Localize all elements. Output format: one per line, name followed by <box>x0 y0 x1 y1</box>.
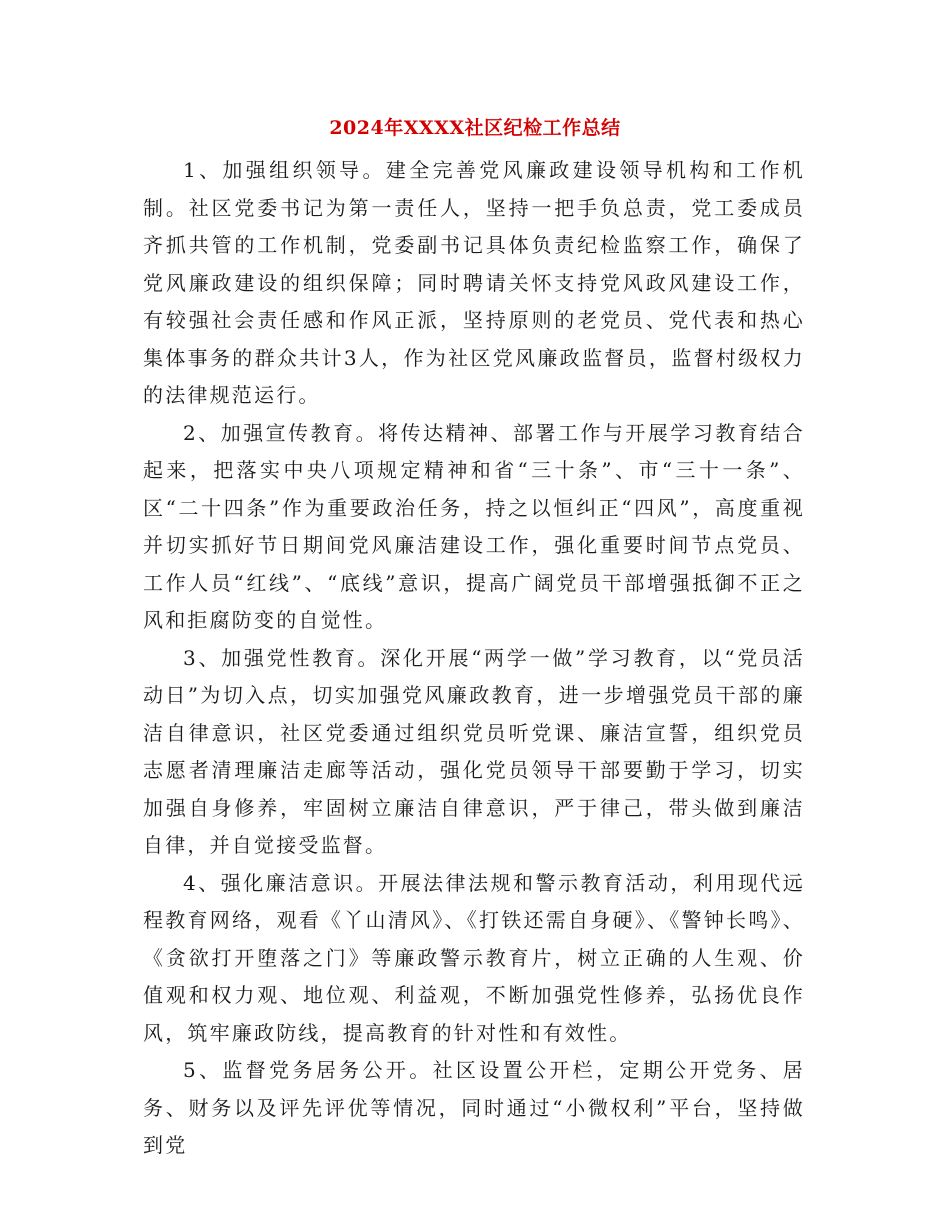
document-body <box>143 152 805 1165</box>
document-title: 2024年XXXX社区纪检工作总结 <box>329 117 621 139</box>
paragraph-3: 3、加强党性教育。深化开展“两学一做”学习教育，以“党员活动日”为切入点，切实加强党风廉政教育，进一步增强党员干部的廉洁自律意识，社区党委通过组织党员听党课、廉洁宣誓，组织党员志愿者清理廉洁走廊等活动，强化党员领导干部要勤于学习，切实加强自身修养，牢固树立廉洁自律意识，严于律己，带头做到廉洁自律，并自觉接受监督。 <box>143 645 805 857</box>
paragraph-4: 4、强化廉洁意识。开展法律法规和警示教育活动，利用现代远程教育网络，观看《丫山清风》、《打铁还需自身硬》、《警钟长鸣》、《贪欲打开堕落之门》等廉政警示教育片，树立正确的人生观、价值观和权力观、地位观、利益观，不断加强党性修养，弘扬优良作风，筑牢廉政防线，提高教育的针对性和有效性。 <box>143 870 805 1045</box>
paragraph-5: 5、监督党务居务公开。社区设置公开栏，定期公开党务、居务、财务以及评先评优等情况，同时通过“小微权利”平台，坚持做到党 <box>143 1058 805 1157</box>
paragraph-1: 1、加强组织领导。建全完善党风廉政建设领导机构和工作机制。社区党委书记为第一责任人，坚持一把手负总责，党工委成员齐抓共管的工作机制，党委副书记具体负责纪检监察工作，确保了党风廉政建设的组织保障；同时聘请关怀支持党风政风建设工作，有较强社会责任感和作风正派，坚持原则的老党员、党代表和热心集体事务的群众共计3人，作为社区党风廉政监督员，监督村级权力的法律规范运行。 <box>143 158 805 407</box>
paragraph-2: 2、加强宣传教育。将传达精神、部署工作与开展学习教育结合起来，把落实中央八项规定精神和省“三十条”、市“三十一条”、区“二十四条”作为重要政治任务，持之以恒纠正“四风”，高度重视并切实抓好节日期间党风廉洁建设工作，强化重要时间节点党员、工作人员“红线”、“底线”意识，提高广阔党员干部增强抵御不正之风和拒腐防变的自觉性。 <box>143 420 805 632</box>
